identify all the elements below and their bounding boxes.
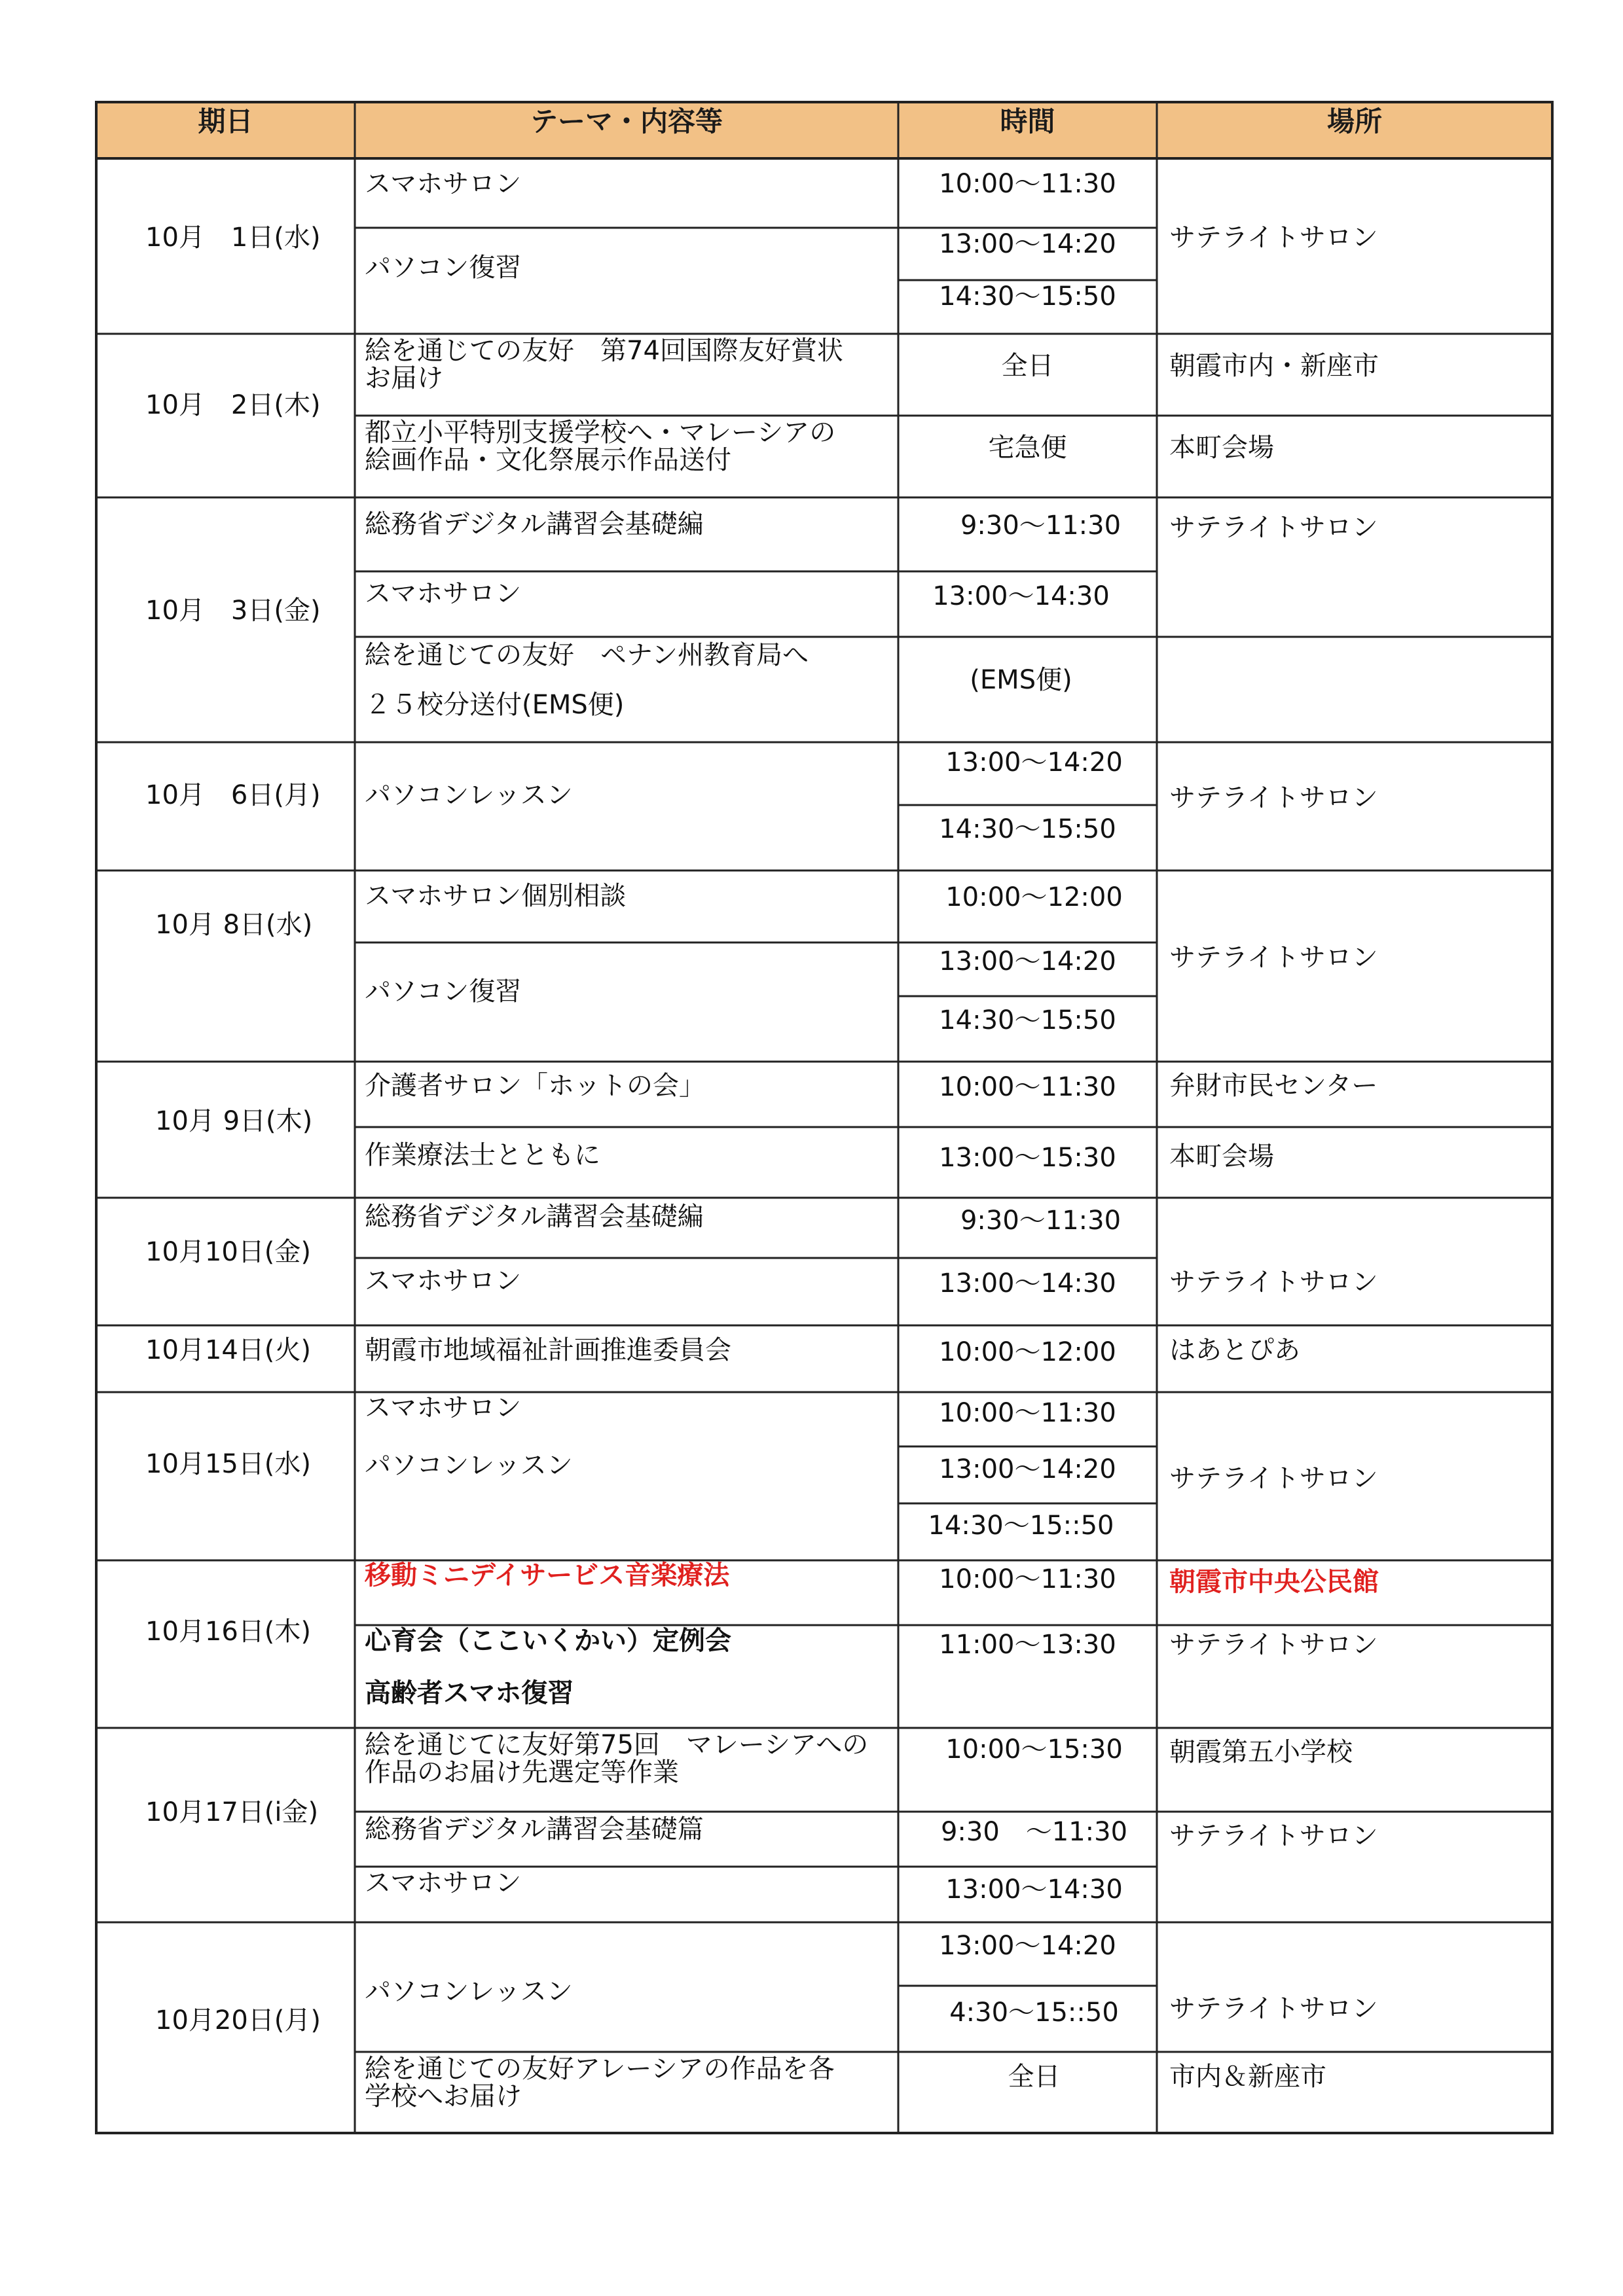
theme-cell: 絵を通じての友好 第74回国際友好賞状 [365,336,843,366]
time-cell: 全日 [1001,351,1054,381]
theme-cell: パソコン復習 [365,977,522,1007]
date-cell: 10月 2日(木) [145,390,321,420]
date-cell: 10月10日(金) [145,1237,312,1267]
place-cell: サテライトサロン [1169,1463,1378,1494]
theme-cell: 心育会（ここいくかい）定例会 [365,1626,731,1656]
date-cell: 10月16日(木) [145,1617,312,1647]
time-cell: 13:00～14:20 [939,946,1116,977]
place-cell: 市内＆新座市 [1169,2062,1326,2092]
theme-cell: スマホサロン個別相談 [365,881,627,911]
theme-cell: 絵を通じてに友好第75回 マレーシアへの [365,1730,869,1760]
time-cell: 9:30～11:30 [960,1206,1122,1236]
time-cell: 9:30 ～11:30 [940,1817,1128,1847]
place-cell: サテライトサロン [1169,1994,1378,2024]
time-cell: 13:00～14:30 [939,1268,1116,1299]
header-place: 場所 [1326,105,1382,137]
time-cell: 11:00～13:30 [939,1630,1116,1660]
theme-cell: 介護者サロン「ホットの会」 [365,1071,705,1101]
time-cell: 全日 [1008,2062,1061,2092]
theme-cell: 作品のお届け先選定等作業 [365,1757,679,1787]
theme-cell: スマホサロン [365,1393,522,1423]
time-cell: 13:00～14:30 [945,1874,1123,1905]
date-cell: 10月20日(月) [155,2005,321,2036]
date-cell: 10月 8日(水) [155,910,313,940]
date-cell: 10月 6日(月) [145,780,321,810]
theme-cell: 学校へお届け [365,2081,522,2111]
time-cell: 10:00～11:30 [939,1398,1116,1428]
theme-cell: 絵画作品・文化祭展示作品送付 [365,445,731,475]
place-cell: サテライトサロン [1169,783,1378,813]
theme-cell: 朝霞市地域福祉計画推進委員会 [365,1335,731,1365]
date-cell: 10月 9日(木) [155,1106,313,1136]
header-time: 時間 [1000,105,1055,137]
time-cell: 13:00～14:20 [945,747,1123,778]
theme-cell: パソコンレッスン [365,1977,573,2007]
time-cell: 14:30～15::50 [928,1511,1114,1541]
theme-cell: パソコンレッスン [365,780,573,810]
theme-cell: 総務省デジタル講習会基礎篇 [365,1814,704,1844]
place-cell: 本町会場 [1169,433,1274,463]
time-cell: 13:00～14:20 [939,1931,1116,1961]
time-cell: 14:30～15:50 [939,814,1116,844]
place-cell: サテライトサロン [1169,1630,1378,1660]
time-cell: 14:30～15:50 [939,281,1116,312]
place-cell: サテライトサロン [1169,223,1378,253]
time-cell: 宅急便 [988,433,1067,463]
date-cell: 10月 1日(水) [145,223,321,253]
theme-cell: パソコンレッスン [365,1450,573,1480]
place-cell: 朝霞市内・新座市 [1169,351,1379,381]
theme-cell: 作業療法士とともに [365,1140,600,1170]
time-cell: 9:30～11:30 [960,511,1122,541]
theme-cell-highlight: 移動ミニデイサービス音楽療法 [365,1560,730,1590]
place-cell: 弁財市民センター [1169,1071,1378,1101]
time-cell: 13:00～14:20 [939,229,1116,259]
date-cell: 10月17日(i金) [145,1797,319,1827]
place-cell: 朝霞第五小学校 [1169,1737,1353,1767]
place-cell: 本町会場 [1169,1141,1274,1172]
header-date: 期日 [198,105,253,137]
time-cell: 10:00～11:30 [939,1564,1116,1594]
time-cell: 10:00～12:00 [939,1337,1116,1367]
time-cell: 13:00～14:20 [939,1454,1116,1484]
time-cell: (EMS便) [970,665,1072,695]
theme-cell: 総務省デジタル講習会基礎編 [365,1202,704,1232]
theme-cell: お届け [365,363,443,393]
time-cell: 13:00～14:30 [932,581,1110,611]
place-cell: サテライトサロン [1169,512,1378,543]
theme-cell: パソコン復習 [365,253,522,283]
theme-cell: スマホサロン [365,169,522,199]
theme-cell: 高齢者スマホ復習 [365,1678,574,1708]
theme-cell: スマホサロン [365,579,522,609]
theme-cell: スマホサロン [365,1868,522,1898]
theme-cell: スマホサロン [365,1266,522,1296]
place-cell: サテライトサロン [1169,1821,1378,1851]
theme-cell: 総務省デジタル講習会基礎編 [365,509,704,539]
time-cell: 10:00～11:30 [939,169,1116,199]
theme-cell: 都立小平特別支援学校へ・マレーシアの [365,418,836,448]
time-cell: 13:00～15:30 [939,1143,1116,1173]
date-cell: 10月15日(水) [145,1449,312,1479]
place-cell: サテライトサロン [1169,942,1378,973]
time-cell: 10:00～12:00 [945,882,1123,912]
time-cell: 10:00～15:30 [945,1734,1123,1765]
time-cell: 14:30～15:50 [939,1005,1116,1035]
theme-cell: 絵を通じての友好 ペナン州教育局へ [365,640,809,670]
date-cell: 10月 3日(金) [145,596,321,626]
theme-cell: 絵を通じての友好アレーシアの作品を各 [365,2054,835,2084]
place-cell: はあとぴあ [1169,1335,1300,1365]
theme-cell: ２５校分送付(EMS便) [365,690,625,720]
place-cell: サテライトサロン [1169,1267,1378,1297]
date-cell: 10月14日(火) [145,1335,312,1365]
time-cell: 4:30～15::50 [949,1998,1119,2028]
header-theme: テーマ・内容等 [530,105,723,137]
place-cell-highlight: 朝霞市中央公民館 [1169,1567,1379,1597]
time-cell: 10:00～11:30 [939,1072,1116,1102]
